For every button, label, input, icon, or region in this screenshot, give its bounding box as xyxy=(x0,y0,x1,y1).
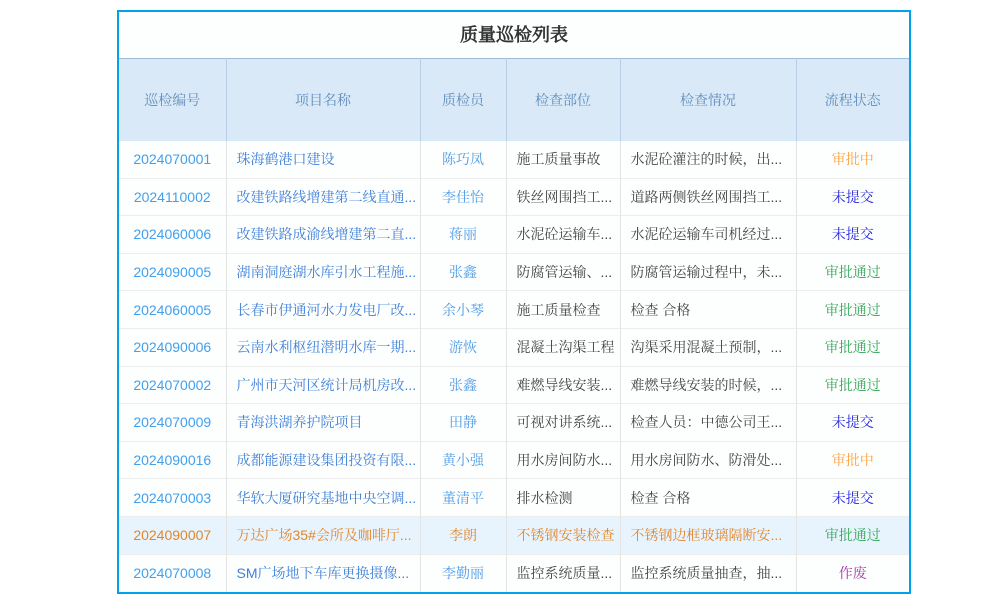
inspector-name-link[interactable]: 张鑫 xyxy=(420,253,506,291)
project-name-link[interactable]: 珠海鹤港口建设 xyxy=(226,141,420,179)
status-badge: 未提交 xyxy=(796,178,909,216)
table-row[interactable] xyxy=(119,516,909,554)
inspection-part-cell: 监控系统质量... xyxy=(506,554,620,592)
inspector-name-link[interactable]: 黄小强 xyxy=(420,441,506,479)
page-title: 质量巡检列表 xyxy=(119,12,909,58)
status-badge: 未提交 xyxy=(796,479,909,517)
project-name-link[interactable]: 华软大厦研究基地中央空调... xyxy=(226,479,420,517)
inspection-situation-cell: 道路两侧铁丝网围挡工... xyxy=(620,178,796,216)
status-badge: 审批中 xyxy=(796,441,909,479)
inspection-situation-cell: 水泥砼运输车司机经过... xyxy=(620,216,796,254)
inspector-name-link[interactable]: 蒋丽 xyxy=(420,216,506,254)
column-header-inspector: 质检员 xyxy=(420,59,506,141)
table-row[interactable] xyxy=(119,216,909,254)
table-row[interactable] xyxy=(119,141,909,179)
inspection-part-cell: 混凝土沟渠工程 xyxy=(506,328,620,366)
inspection-id-link[interactable]: 2024090007 xyxy=(119,516,226,554)
inspection-situation-cell: 水泥砼灌注的时候，出... xyxy=(620,141,796,179)
inspection-part-cell: 可视对讲系统... xyxy=(506,404,620,442)
status-badge: 审批通过 xyxy=(796,328,909,366)
inspector-name-link[interactable]: 李朗 xyxy=(420,516,506,554)
status-badge: 审批通过 xyxy=(796,516,909,554)
inspection-id-link[interactable]: 2024090016 xyxy=(119,441,226,479)
status-badge: 审批通过 xyxy=(796,253,909,291)
status-badge: 作废 xyxy=(796,554,909,592)
project-name-link[interactable]: 青海洪湖养护院项目 xyxy=(226,404,420,442)
inspection-part-cell: 施工质量事故 xyxy=(506,141,620,179)
table-row[interactable] xyxy=(119,178,909,216)
inspection-id-link[interactable]: 2024110002 xyxy=(119,178,226,216)
inspector-name-link[interactable]: 张鑫 xyxy=(420,366,506,404)
inspection-situation-cell: 检查 合格 xyxy=(620,291,796,329)
inspection-part-cell: 铁丝网围挡工... xyxy=(506,178,620,216)
column-header-project-name: 项目名称 xyxy=(226,59,420,141)
table-row[interactable] xyxy=(119,404,909,442)
inspection-id-link[interactable]: 2024070003 xyxy=(119,479,226,517)
inspection-situation-cell: 难燃导线安装的时候，... xyxy=(620,366,796,404)
column-header-flow-status: 流程状态 xyxy=(796,59,909,141)
project-name-link[interactable]: 长春市伊通河水力发电厂改... xyxy=(226,291,420,329)
project-name-link[interactable]: 广州市天河区统计局机房改... xyxy=(226,366,420,404)
status-badge: 审批通过 xyxy=(796,291,909,329)
inspection-part-cell: 排水检测 xyxy=(506,479,620,517)
status-badge: 未提交 xyxy=(796,404,909,442)
inspector-name-link[interactable]: 余小琴 xyxy=(420,291,506,329)
inspection-id-link[interactable]: 2024070009 xyxy=(119,404,226,442)
table-row[interactable] xyxy=(119,441,909,479)
inspector-name-link[interactable]: 李佳怡 xyxy=(420,178,506,216)
inspector-name-link[interactable]: 田静 xyxy=(420,404,506,442)
inspection-id-link[interactable]: 2024060006 xyxy=(119,216,226,254)
inspection-part-cell: 用水房间防水... xyxy=(506,441,620,479)
project-name-link[interactable]: 成都能源建设集团投资有限... xyxy=(226,441,420,479)
inspection-part-cell: 不锈钢安装检查 xyxy=(506,516,620,554)
inspection-situation-cell: 监控系统质量抽查，抽... xyxy=(620,554,796,592)
inspection-part-cell: 施工质量检查 xyxy=(506,291,620,329)
inspection-part-cell: 防腐管运输、... xyxy=(506,253,620,291)
table-row[interactable] xyxy=(119,291,909,329)
table-row[interactable] xyxy=(119,328,909,366)
inspection-id-link[interactable]: 2024070008 xyxy=(119,554,226,592)
project-name-link[interactable]: 湖南洞庭湖水库引水工程施... xyxy=(226,253,420,291)
project-name-link[interactable]: 改建铁路成渝线增建第二直... xyxy=(226,216,420,254)
inspection-id-link[interactable]: 2024060005 xyxy=(119,291,226,329)
status-badge: 审批通过 xyxy=(796,366,909,404)
table-row[interactable] xyxy=(119,253,909,291)
inspection-part-cell: 难燃导线安装... xyxy=(506,366,620,404)
status-badge: 未提交 xyxy=(796,216,909,254)
inspector-name-link[interactable]: 陈巧凤 xyxy=(420,141,506,179)
project-name-link[interactable]: SM广场地下车库更换摄像... xyxy=(226,554,420,592)
column-header-check-detail: 检查情况 xyxy=(620,59,796,141)
table-row[interactable] xyxy=(119,366,909,404)
column-header-check-part: 检查部位 xyxy=(506,59,620,141)
inspector-name-link[interactable]: 游恢 xyxy=(420,328,506,366)
table-row[interactable] xyxy=(119,554,909,592)
project-name-link[interactable]: 万达广场35#会所及咖啡厅... xyxy=(226,516,420,554)
status-badge: 审批中 xyxy=(831,151,874,168)
inspection-part-cell: 水泥砼运输车... xyxy=(506,216,620,254)
inspection-situation-cell: 不锈钢边框玻璃隔断安... xyxy=(620,516,796,554)
inspector-name-link[interactable]: 董清平 xyxy=(420,479,506,517)
inspection-id-link[interactable]: 2024090006 xyxy=(119,328,226,366)
inspection-list-panel xyxy=(117,10,911,594)
table-row[interactable] xyxy=(119,479,909,517)
inspection-situation-cell: 检查 合格 xyxy=(620,479,796,517)
inspection-situation-cell: 防腐管运输过程中，未... xyxy=(620,253,796,291)
inspection-id-link[interactable]: 2024090005 xyxy=(119,253,226,291)
column-header-inspection-id: 巡检编号 xyxy=(119,59,226,141)
inspector-name-link[interactable]: 李勤丽 xyxy=(420,554,506,592)
project-name-link[interactable]: 云南水利枢纽潜明水库一期... xyxy=(226,328,420,366)
inspection-table xyxy=(119,58,909,592)
inspection-id-link[interactable]: 2024070002 xyxy=(119,366,226,404)
inspection-situation-cell: 沟渠采用混凝土预制，... xyxy=(620,328,796,366)
inspection-table-body xyxy=(119,141,909,592)
inspection-id-link[interactable]: 2024070001 xyxy=(119,141,226,179)
table-header xyxy=(119,59,909,141)
inspection-situation-cell: 检查人员：中德公司王... xyxy=(620,404,796,442)
inspection-situation-cell: 用水房间防水、防滑处... xyxy=(620,441,796,479)
project-name-link[interactable]: 改建铁路线增建第二线直通... xyxy=(226,178,420,216)
